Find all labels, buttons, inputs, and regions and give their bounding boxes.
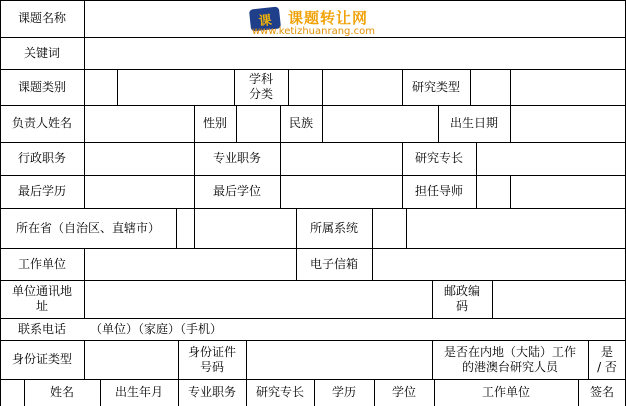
members-header-work-unit: 工作单位 [481,385,530,399]
label-last-degree: 最后学位 [212,184,261,198]
research-specialty-field[interactable] [476,142,626,175]
label-phone: 联系电话 [17,321,66,336]
label-last-education: 最后学历 [17,184,66,198]
label-admin-position: 行政职务 [17,151,66,165]
discipline-field[interactable] [288,69,402,105]
id-type-field[interactable] [84,340,178,379]
members-header-professional-position: 专业职务 [187,385,236,399]
system-field[interactable] [372,208,626,248]
topic-category-field[interactable] [84,69,234,105]
label-id-number: 身份证件 号码 [187,344,236,374]
work-unit-field[interactable] [84,248,296,280]
professional-position-field[interactable] [280,142,402,175]
phone-field[interactable]: （单位）（家庭）（手机） [90,321,223,336]
label-research-specialty: 研究专长 [414,151,463,165]
label-hk-question: 是否在内地（大陆）工作 的港澳台研究人员 [443,344,576,374]
members-header-birth: 出生年月 [114,385,163,399]
research-type-field[interactable] [470,69,626,105]
members-header-education: 学历 [331,385,356,399]
supervisor-field[interactable] [476,175,626,208]
label-discipline: 学科 分类 [248,72,273,101]
label-email: 电子信箱 [309,256,358,271]
label-topic-category: 课题类别 [17,79,66,94]
label-topic-name: 课题名称 [17,11,66,25]
email-field[interactable] [372,248,626,280]
label-work-unit: 工作单位 [17,256,66,271]
lead-name-field[interactable] [84,105,194,142]
id-number-field[interactable] [246,340,432,379]
label-postal-code: 邮政编 码 [443,284,480,313]
members-header-research-specialty: 研究专长 [255,385,304,399]
topic-name-field[interactable] [84,0,626,37]
ethnicity-field[interactable] [322,105,438,142]
birth-date-field[interactable] [510,105,626,142]
label-gender: 性别 [202,116,227,130]
members-header-signature: 签名 [589,385,614,399]
label-research-type: 研究类型 [411,79,460,94]
label-lead-name: 负责人姓名 [11,116,72,130]
label-system: 所属系统 [309,220,358,235]
label-province: 所在省（自治区、直辖市） [15,220,160,235]
members-header-name: 姓名 [49,385,74,399]
label-professional-position: 专业职务 [212,151,261,165]
watermark-url: www.ketizhuanrang.com [252,26,375,37]
label-yes-no[interactable]: 是 / 否 [597,344,617,374]
watermark-title: 课题转让网 [288,9,369,27]
label-id-type: 身份证类型 [11,352,72,366]
last-degree-field[interactable] [280,175,402,208]
admin-position-field[interactable] [84,142,194,175]
members-header-degree: 学位 [391,385,416,399]
label-unit-address: 单位通讯地 址 [11,284,72,313]
label-keywords: 关键词 [23,45,60,60]
label-ethnicity: 民族 [288,116,313,130]
members-header-blank [0,379,24,406]
label-birth-date: 出生日期 [449,116,498,130]
keywords-field[interactable] [84,37,626,69]
label-supervisor: 担任导师 [414,184,463,198]
last-education-field[interactable] [84,175,194,208]
province-field[interactable] [176,208,296,248]
watermark-logo: 课 [249,6,281,31]
gender-field[interactable] [236,105,280,142]
postal-code-field[interactable] [492,280,626,318]
unit-address-field[interactable] [84,280,432,318]
